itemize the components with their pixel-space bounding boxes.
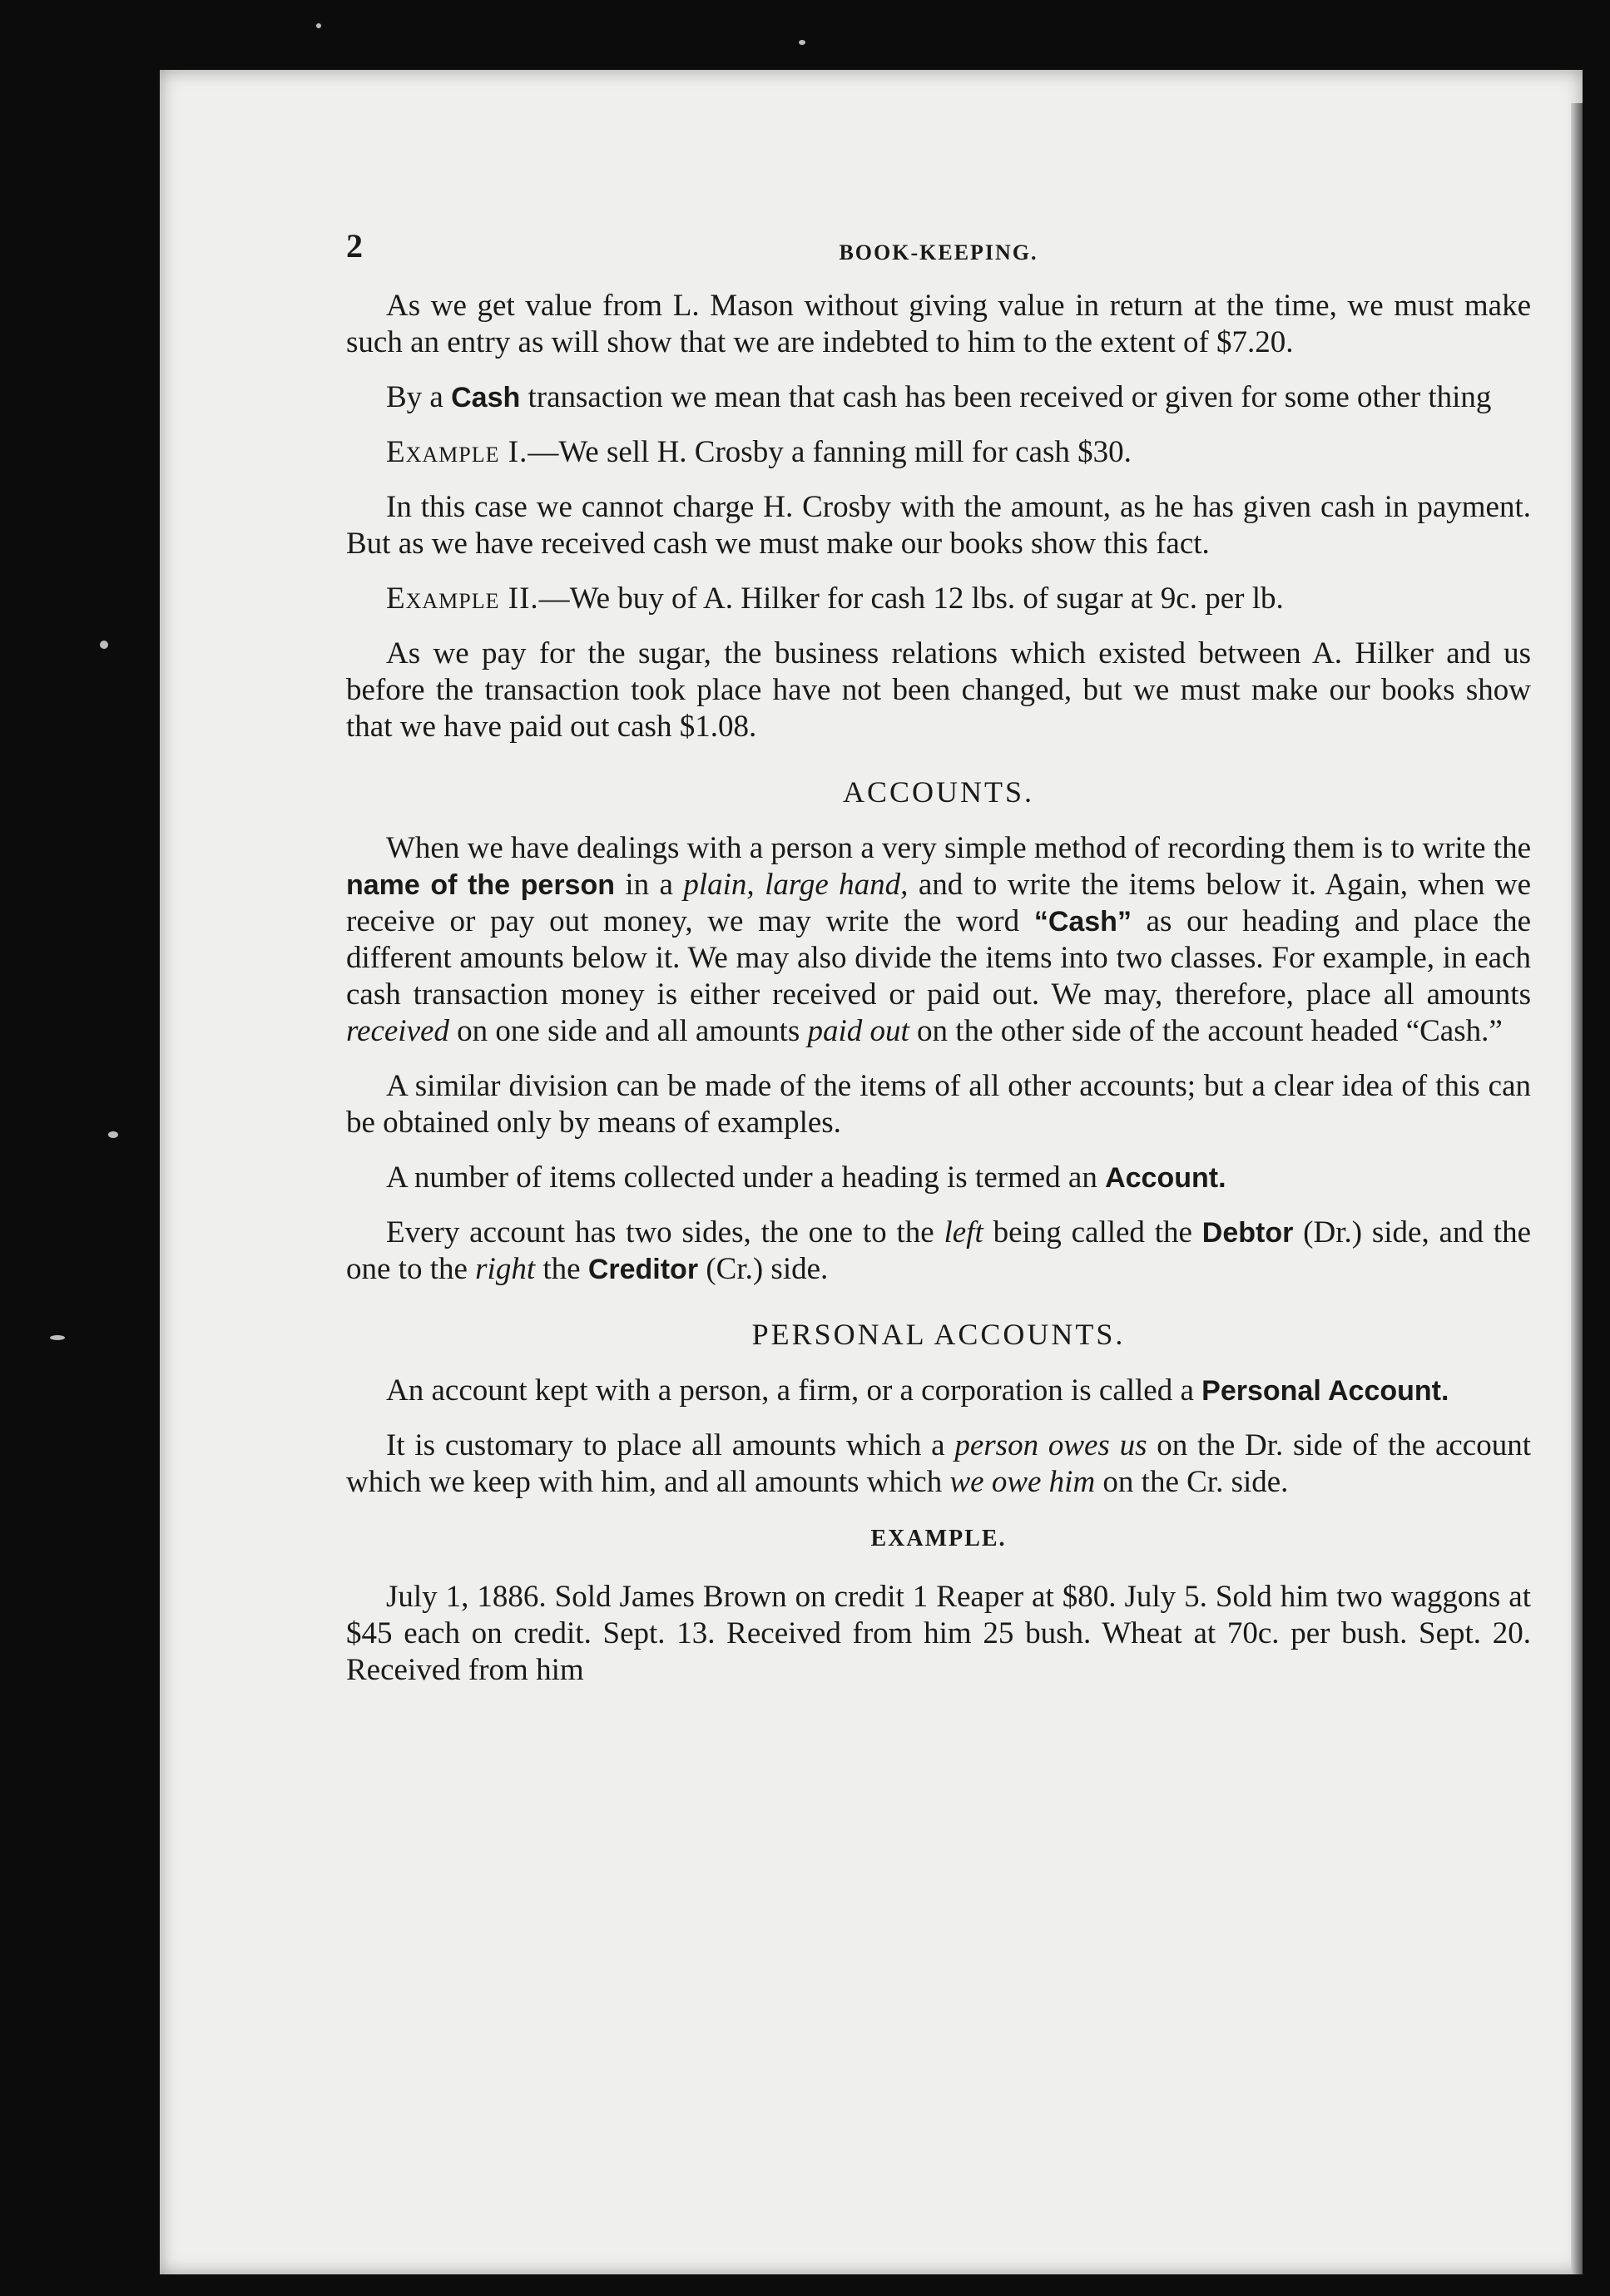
page-content	[346, 228, 1531, 1707]
paragraph-account-definition: A number of items collected under a heading is termed an Account.	[386, 1160, 1226, 1195]
scan-speck	[108, 1131, 118, 1138]
running-head: BOOK-KEEPING.	[839, 240, 1038, 265]
page-number: 2	[346, 227, 363, 265]
scan-speck	[799, 40, 805, 45]
paragraph-personal-account: An account kept with a person, a firm, or a corporation is called a Personal Account.	[386, 1373, 1449, 1408]
book-page	[160, 70, 1583, 2274]
example-one: Example I.—We sell H. Crosby a fanning mill for cash $30.	[386, 435, 1132, 469]
paragraph-recording-method: When we have dealings with a person a very simple method of recording them is to write the name of the person in a plain, large hand, and to write the items below it. Again, when we receive or pay out money, we may write the word “Cash” as our heading and place the different amounts below it. We may also divide the items into two classes. For example, in each cash transaction money is either received or paid out. We may, therefore, place all amounts received on one side and all amounts paid out on the other side of the account headed “Cash.”	[346, 831, 1532, 1048]
scan-speck	[316, 23, 321, 28]
scan-speck	[100, 641, 108, 649]
paragraph-crosby: In this case we cannot charge H. Crosby with the amount, as he has given cash in payment. But as we have received cash we must make our books show this fact.	[346, 490, 1531, 561]
paragraph-similar-division: A similar division can be made of the items of all other accounts; but a clear idea of this can be obtained only by means of examples.	[346, 1069, 1531, 1140]
paragraph-brown-example: July 1, 1886. Sold James Brown on credit 1 Reaper at $80. July 5. Sold him two waggons at $45 each on credit. Sept. 13. Received from him 25 bush. Wheat at 70c. per bush. Sept. 20. Received from him	[346, 1580, 1531, 1687]
term-account: Account.	[1105, 1162, 1226, 1194]
heading-example: EXAMPLE.	[870, 1526, 1007, 1551]
page-header	[346, 228, 1531, 278]
example-one-label: Example I.	[386, 435, 528, 469]
paragraph-two-sides: Every account has two sides, the one to the left being called the Debtor (Dr.) side, and the one to the right the Creditor (Cr.) side.	[346, 1215, 1532, 1286]
term-cash: Cash	[451, 382, 521, 413]
term-personal-account: Personal Account.	[1201, 1375, 1449, 1407]
paragraph-customary: It is customary to place all amounts which a person owes us on the Dr. side of the account which we keep with him, and all amounts which we owe him on the Cr. side.	[346, 1428, 1531, 1499]
scan-speck	[50, 1335, 65, 1340]
heading-accounts: ACCOUNTS.	[842, 775, 1035, 809]
paragraph-mason: As we get value from L. Mason without giving value in return at the time, we must make such an entry as will show that we are indebted to him to the extent of $7.20.	[346, 289, 1531, 359]
heading-personal-accounts: PERSONAL ACCOUNTS.	[751, 1318, 1126, 1351]
paragraph-hilker: As we pay for the sugar, the business relations which existed between A. Hilker and us before the transaction took place have not been changed, but we must make our books show that we have paid out cash $1.08.	[346, 636, 1531, 744]
paragraph-cash-definition: By a Cash transaction we mean that cash has been received or given for some other thing	[386, 380, 1492, 414]
example-two: Example II.—We buy of A. Hilker for cash 12 lbs. of sugar at 9c. per lb.	[386, 581, 1284, 616]
example-two-label: Example II.	[386, 581, 539, 616]
